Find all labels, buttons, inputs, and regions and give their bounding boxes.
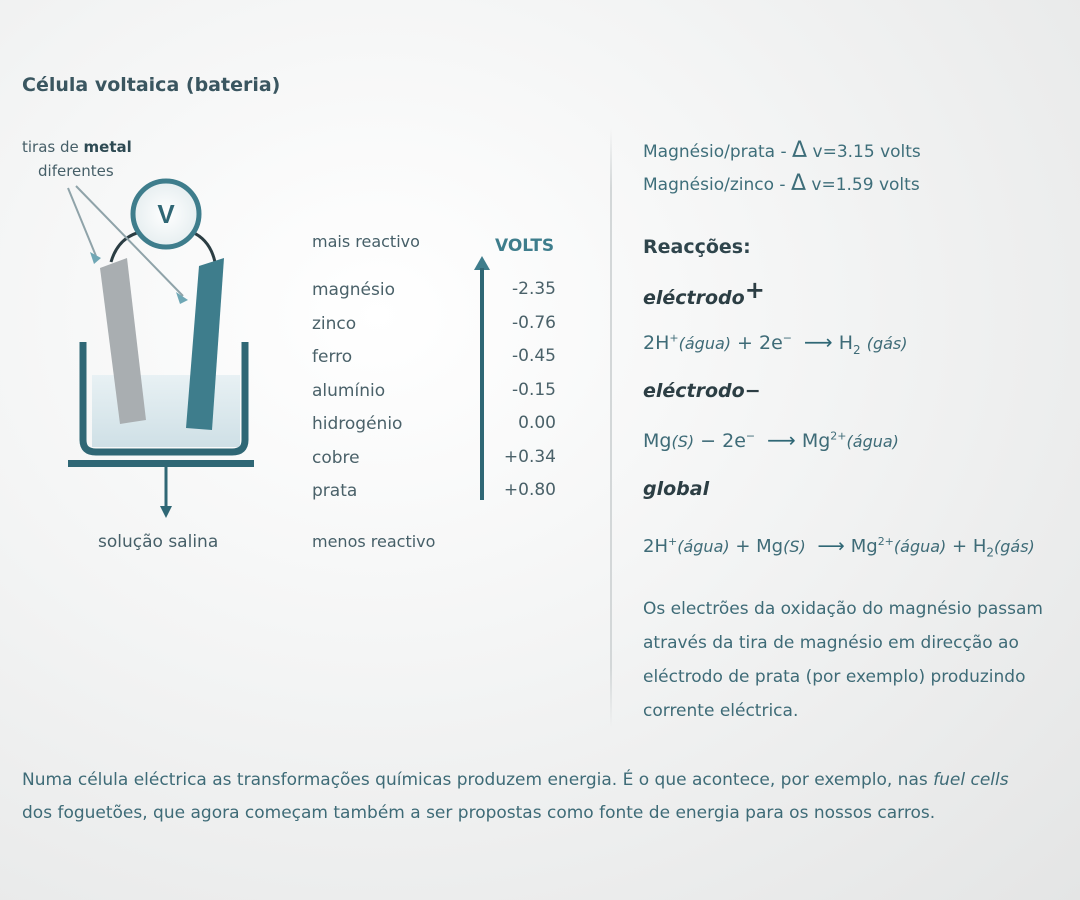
eq-sup: − — [782, 331, 792, 345]
eq-sup: 2+ — [877, 535, 894, 548]
series-item-value: +0.80 — [503, 480, 556, 500]
electrode-plus-label — [643, 276, 765, 310]
eq-term: H — [838, 332, 854, 354]
eq-state: (água) — [893, 537, 947, 556]
metal-label-bold: metal — [83, 138, 132, 156]
footer-line1-text: Numa célula eléctrica as transformações químicas produzem energia. É o que acontece, por exemplo, nas — [22, 770, 934, 790]
series-item-value: -0.45 — [512, 346, 556, 366]
electrode-minus-label — [643, 380, 761, 402]
explanation-paragraph: Os electrões da oxidação do magnésio passam através da tira de magnésio em direcção ao eléctrodo de prata (por exemplo) produzindo corrente eléctrica. — [643, 599, 1043, 721]
global-label: global — [643, 478, 710, 500]
less-reactive-label: menos reactivo — [312, 532, 436, 551]
equation-electrode-plus — [643, 330, 907, 357]
series-item-name: alumínio — [312, 380, 386, 401]
eq-state: (gás) — [994, 537, 1035, 556]
eq-sup: − — [745, 429, 756, 443]
eq-term: Mg — [850, 536, 878, 557]
eq-sup: + — [668, 535, 678, 548]
voltmeter-symbol: V — [157, 199, 175, 229]
eq-state: (água) — [678, 334, 731, 353]
eq-term: 2H — [643, 536, 668, 557]
eq-state: (gás) — [866, 334, 908, 353]
electrode-minus-text: eléctrodo — [643, 380, 745, 402]
eq-state: (S) — [783, 537, 806, 556]
volts-header: VOLTS — [495, 236, 555, 256]
series-item-name: hidrogénio — [312, 414, 403, 434]
series-item-value: -0.76 — [512, 312, 556, 333]
pair-magnesium-silver — [643, 138, 921, 163]
eq-term: + H — [946, 536, 987, 557]
minus-sign: − — [744, 380, 761, 402]
pair2-value: v=1.59 volts — [806, 175, 920, 195]
reaction-arrow-icon: ⟶ — [767, 428, 796, 452]
footer-italic: fuel cells — [933, 770, 1009, 790]
saline-solution — [92, 375, 240, 447]
series-item-value: +0.34 — [503, 446, 556, 467]
pair1-text: Magnésio/prata - — [643, 142, 793, 162]
eq-term: + Mg — [729, 536, 784, 557]
reactivity-arrowhead — [474, 256, 490, 270]
delta-symbol: Δ — [790, 171, 806, 196]
wire-right — [192, 232, 215, 262]
series-item-value: 0.00 — [518, 413, 556, 433]
pair1-value: v=3.15 volts — [807, 142, 921, 162]
delta-symbol: Δ — [792, 138, 808, 163]
pointer-line-1 — [68, 188, 96, 256]
eq-sup: 2+ — [830, 429, 847, 443]
divider — [610, 128, 612, 728]
eq-sub: 2 — [853, 342, 861, 357]
eq-term: Mg — [801, 430, 831, 452]
solution-pointer-arrowhead — [160, 506, 172, 518]
series-item-name: prata — [312, 481, 358, 501]
eq-term: Mg — [643, 430, 672, 452]
series-item-name: zinco — [312, 313, 357, 334]
metal-label-line2: diferentes — [38, 162, 114, 180]
series-item-value: -0.15 — [512, 379, 556, 400]
solution-label: solução salina — [98, 532, 219, 552]
reaction-arrow-icon: ⟶ — [817, 535, 845, 557]
eq-term: − 2e — [694, 430, 746, 452]
equation-global — [643, 535, 1035, 560]
series-item-name: cobre — [312, 447, 360, 468]
base-line — [68, 460, 254, 467]
plus-sign: + — [744, 276, 765, 304]
eq-state: (água) — [846, 432, 899, 451]
eq-term: 2H — [643, 332, 670, 354]
eq-state: (S) — [671, 432, 695, 451]
pair2-text: Magnésio/zinco - — [643, 175, 791, 195]
eq-sup: + — [669, 331, 679, 345]
footer-line-1 — [22, 764, 1067, 797]
reaction-arrow-icon: ⟶ — [804, 330, 833, 354]
page-title: Célula voltaica (bateria) — [22, 74, 281, 96]
eq-term: + 2e — [731, 332, 783, 354]
pair-magnesium-zinc — [643, 171, 920, 196]
reactions-heading: Reacções: — [643, 236, 751, 258]
electrode-plus-text: eléctrodo — [643, 287, 745, 309]
more-reactive-label: mais reactivo — [312, 232, 420, 251]
series-item-value: -2.35 — [512, 279, 556, 299]
metal-label-prefix: tiras de — [22, 138, 84, 156]
voltaic-cell-diagram — [0, 0, 290, 600]
equation-electrode-minus — [643, 428, 899, 452]
series-item-name: ferro — [312, 347, 353, 367]
eq-sub: 2 — [986, 545, 994, 560]
eq-state: (água) — [677, 537, 730, 556]
series-item-name: magnésio — [312, 280, 395, 300]
footer-line-2: dos foguetões, que agora começam também a ser propostas como fonte de energia para os nossos carros. — [22, 803, 936, 823]
